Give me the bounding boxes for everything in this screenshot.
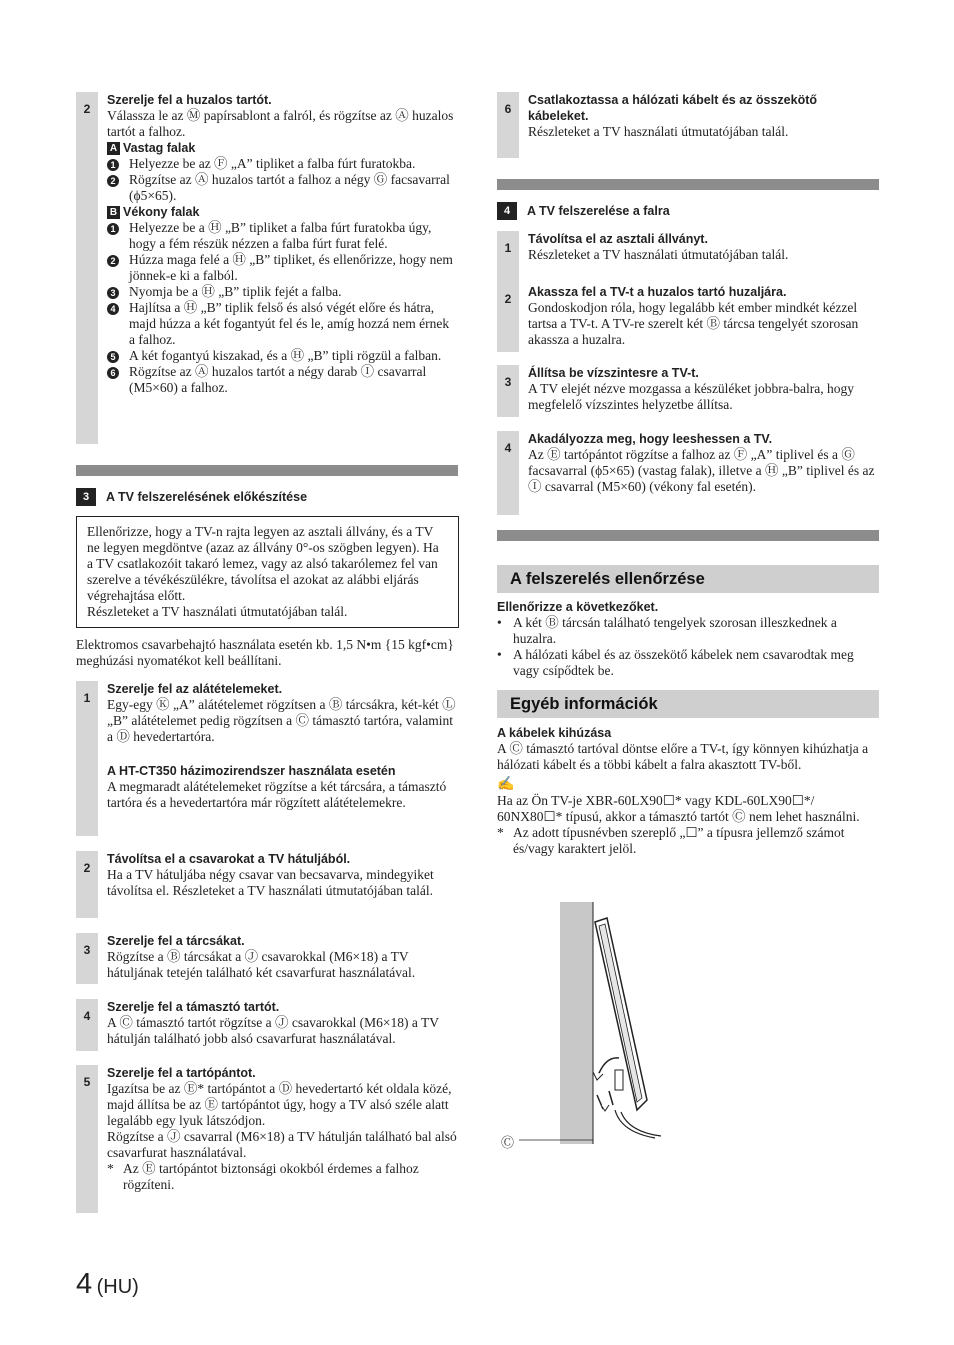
step-3-level-tv: 3 Állítsa be vízszintesre a TV-t. A TV elejét nézve mozgassa a készüléket jobbra-balra, hogy megfelelő vízszintes helyzetbe állítsa. — [497, 365, 879, 417]
list-item: • A két Ⓑ tárcsán található tengelyek szorosan illeszkednek a huzalra. — [497, 615, 837, 646]
step-2-wire-holder — [76, 92, 458, 444]
list-item: 6 Rögzítse az Ⓐ huzalos tartót a négy darab Ⓘ csavarral (M5×60) a falhoz. — [107, 364, 458, 396]
check-list: Ellenőrizze a következőket. • A két Ⓑ tárcsán található tengelyek szorosan illeszkednek a huzalra. • A hálózati kábel és az összekötő kábelek nem csavarodtak meg vagy csípődtek be. — [497, 599, 879, 679]
step-4-support-bracket: 4 Szerelje fel a támasztó tartót. A Ⓒ támasztó tartót rögzítse a Ⓙ csavarokkal (M6×18) a TV hátulján található jobb alsó csavarfurat használatával. — [76, 999, 458, 1051]
note-icon: ✍ — [497, 777, 515, 792]
section-3-heading: 3 A TV felszerelésének előkészítése — [76, 488, 458, 506]
section-divider — [497, 179, 879, 190]
list-item: 5 A két fogantyú kiszakad, és a Ⓗ „B” tipli rögzül a falban. — [107, 348, 458, 364]
step-number-bar: 2 — [76, 92, 98, 444]
check-box: Ellenőrizze, hogy a TV-n rajta legyen az asztali állvány, és a TV ne legyen megdöntve (azaz az állvány 0°-os szögben legyen). Ha a TV csatlakozóit takaró lemez, vagy az alsó takarólemez fel van szerelve a tévékészülékre, távolítsa el azokat az alábbi eljárás végrehajtása előtt. Részleteket a TV használati útmutatójában talál. — [76, 516, 459, 628]
list-item: 1 Helyezze be a Ⓗ „B” tipliket a falba fúrt furatokba úgy, hogy a fém részük nézzen a falba fúrt furat felé. — [107, 220, 458, 252]
list-item: • A hálózati kábel és az összekötő kábelek nem csavarodtak meg vagy csípődtek be. — [497, 647, 854, 678]
check-heading: A felszerelés ellenőrzése — [497, 565, 879, 593]
other-info-heading: Egyéb információk — [497, 690, 879, 718]
tv-wall-illustration — [497, 900, 697, 1150]
page-number: 4 (HU) — [76, 1268, 139, 1300]
list-item: 2 Húzza maga felé a Ⓗ „B” tipliket, és ellenőrizze, hogy nem jönnek-e ki a falból. — [107, 252, 458, 284]
step-text: Válassza le az Ⓜ papírsablont a falról, és rögzítse az Ⓐ huzalos tartót a falhoz. — [107, 108, 454, 139]
list-item: 2 Rögzítse az Ⓐ huzalos tartót a falhoz a négy Ⓖ facsavarral (ϕ5×65). — [107, 172, 458, 204]
figure-label-c: Ⓒ — [501, 1135, 515, 1150]
step-2-screws: 2 Távolítsa el a csavarokat a TV hátuljából. Ha a TV hátuljába négy csavar van becsavarva, mindegyiket távolítsa el. Részleteket a TV használati útmutatójában talál. — [76, 851, 458, 918]
section-divider — [497, 530, 879, 541]
step-3-discs: 3 Szerelje fel a tárcsákat. Rögzítse a Ⓑ tárcsákat a Ⓙ csavarokkal (M6×18) a TV hátuljának tetején található két csavarfurat használatával. — [76, 933, 458, 984]
section-4-heading: 4 A TV felszerelése a falra — [497, 202, 879, 220]
section-divider — [76, 465, 458, 476]
torque-note: Elektromos csavarbehajtó használata esetén kb. 1,5 N•m {15 kgf•cm} meghúzási nyomatékot kell beállítani. — [76, 637, 454, 668]
step-1-pads: 1 Szerelje fel az alátételemeket. Egy-egy Ⓚ „A” alátételemet rögzítsen a Ⓑ tárcsákra, két-két Ⓛ „B” alátételemet pedig rögzítsen a Ⓒ támasztó tartóra, valamint a Ⓓ hevedertartóra. A HT-CT350 házimozirendszer használata esetén A megmaradt alátételemeket rögzítse a két tárcsára, a támasztó tartóra és a hevedertartóra már rögzített alátételemekre. — [76, 681, 458, 836]
thin-walls-heading: B Vékony falak — [107, 204, 458, 220]
step-5-belt: 5 Szerelje fel a tartópántot. Igazítsa be az Ⓔ* tartópántot a Ⓓ hevedertartó két oldala közé, majd állítsa be az Ⓔ tartópántot úgy, hogy a TV alsó széle alatt legalább egy lyuk látszódjon. Rögzítse a Ⓙ csavarral (M6×18) a TV hátulján található bal alsó csavarfurat használatával. * Az Ⓔ tartópántot biztonsági okokból érdemes a falhoz rögzíteni. — [76, 1065, 458, 1213]
step-4-secure-tv: 4 Akadályozza meg, hogy leeshessen a TV. Az Ⓔ tartópántot rögzítse a falhoz az Ⓕ „A” tiplivel és a Ⓖ facsavarral (ϕ5×65) (vastag falak), illetve a Ⓗ „B” tiplivel és az Ⓘ csavarral (M5×60) (vékony fal esetén). — [497, 431, 879, 515]
list-item: 3 Nyomja be a Ⓗ „B” tiplik fejét a falba. — [107, 284, 458, 300]
thick-walls-heading: A Vastag falak — [107, 140, 458, 156]
step-title: Szerelje fel a huzalos tartót. — [107, 93, 272, 107]
step-6-cables: 6 Csatlakoztassa a hálózati kábelt és az összekötő kábeleket. Részleteket a TV használati útmutatójában talál. — [497, 92, 879, 158]
step-1-remove-stand: 1 Távolítsa el az asztali állványt. Részleteket a TV használati útmutatójában talál. — [497, 231, 879, 283]
step-2-hang-tv: 2 Akassza fel a TV-t a huzalos tartó huzaljára. Gondoskodjon róla, hogy legalább két ember mindkét kézzel tartsa a TV-t. A TV-re szerelt két Ⓑ tárcsa tengelyét szorosan akassza a huzalra. — [497, 282, 879, 352]
list-item: 1 Helyezze be az Ⓕ „A” tipliket a falba fúrt furatokba. — [107, 156, 458, 172]
list-item: 4 Hajlítsa a Ⓗ „B” tiplik felső és alsó végét előre és hátra, majd húzza a két fogantyút fel és le, amíg hozzá nem érnek a falhoz. — [107, 300, 458, 348]
other-info-body: A kábelek kihúzása A Ⓒ támasztó tartóval döntse előre a TV-t, így könnyen kihúzhatja a hálózati kábelt és a többi kábelt a falra akasztott TV-ből. ✍ Ha az Ön TV-je XBR-60LX90☐* vagy KDL-60LX90☐*/ 60NX80☐* típusú, akkor a támasztó tartót Ⓒ nem lehet használni. * Az adott típusnévben szereplő „☐” a típusra jellemző számot és/vagy karaktert jelöl. — [497, 725, 879, 857]
